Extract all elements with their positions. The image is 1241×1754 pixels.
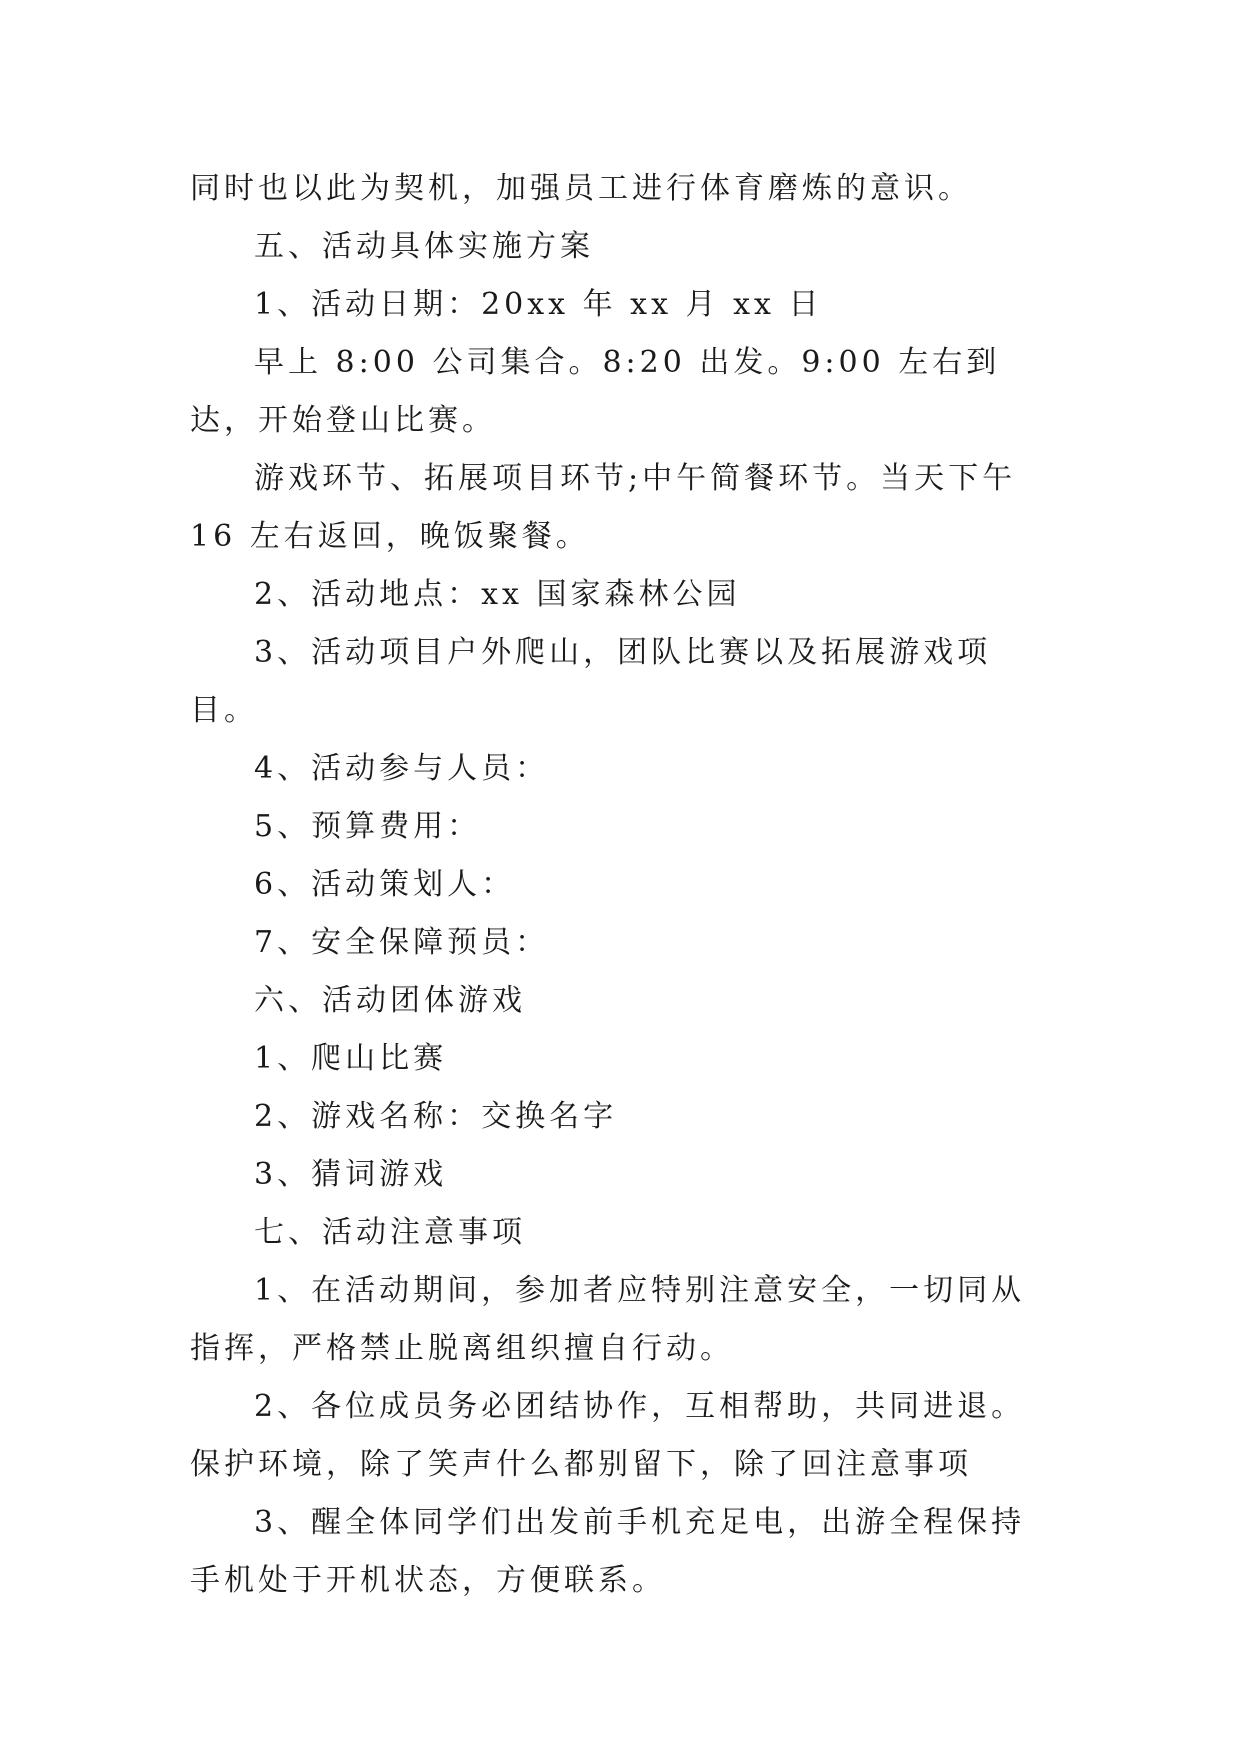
list-item: 2、各位成员务必团结协作，互相帮助，共同进退。保护环境，除了笑声什么都别留下，除了回注意事项 bbox=[190, 1389, 1026, 1482]
list-item: 6、活动策划人： bbox=[254, 867, 516, 902]
list-item: 1、爬山比赛 bbox=[254, 1041, 448, 1076]
list-item: 3、活动项目户外爬山，团队比赛以及拓展游戏项目。 bbox=[190, 635, 992, 728]
list-item: 1、活动日期：20xx 年 xx 月 xx 日 bbox=[254, 287, 823, 322]
section-heading: 五、活动具体实施方案 bbox=[254, 229, 594, 264]
list-item: 1、在活动期间，参加者应特别注意安全，一切同从指挥，严格禁止脱离组织擅自行动。 bbox=[190, 1273, 1026, 1366]
list-item: 2、活动地点：xx 国家森林公园 bbox=[254, 577, 741, 612]
list-item: 3、猜词游戏 bbox=[254, 1157, 448, 1192]
paragraph: 早上 8:00 公司集合。8:20 出发。9:00 左右到达，开始登山比赛。 bbox=[190, 345, 1001, 438]
list-item: 2、游戏名称：交换名字 bbox=[254, 1099, 618, 1134]
list-item: 3、醒全体同学们出发前手机充足电，出游全程保持手机处于开机状态，方便联系。 bbox=[190, 1505, 1026, 1598]
list-item: 5、预算费用： bbox=[254, 809, 482, 844]
document-body bbox=[190, 160, 1050, 1610]
list-item: 7、安全保障预员： bbox=[254, 925, 550, 960]
section-heading: 七、活动注意事项 bbox=[254, 1215, 526, 1250]
paragraph: 游戏环节、拓展项目环节;中午简餐环节。当天下午 16 左右返回，晚饭聚餐。 bbox=[190, 461, 1017, 554]
paragraph: 同时也以此为契机，加强员工进行体育磨炼的意识。 bbox=[190, 171, 972, 206]
section-heading: 六、活动团体游戏 bbox=[254, 983, 526, 1018]
list-item: 4、活动参与人员： bbox=[254, 751, 550, 786]
